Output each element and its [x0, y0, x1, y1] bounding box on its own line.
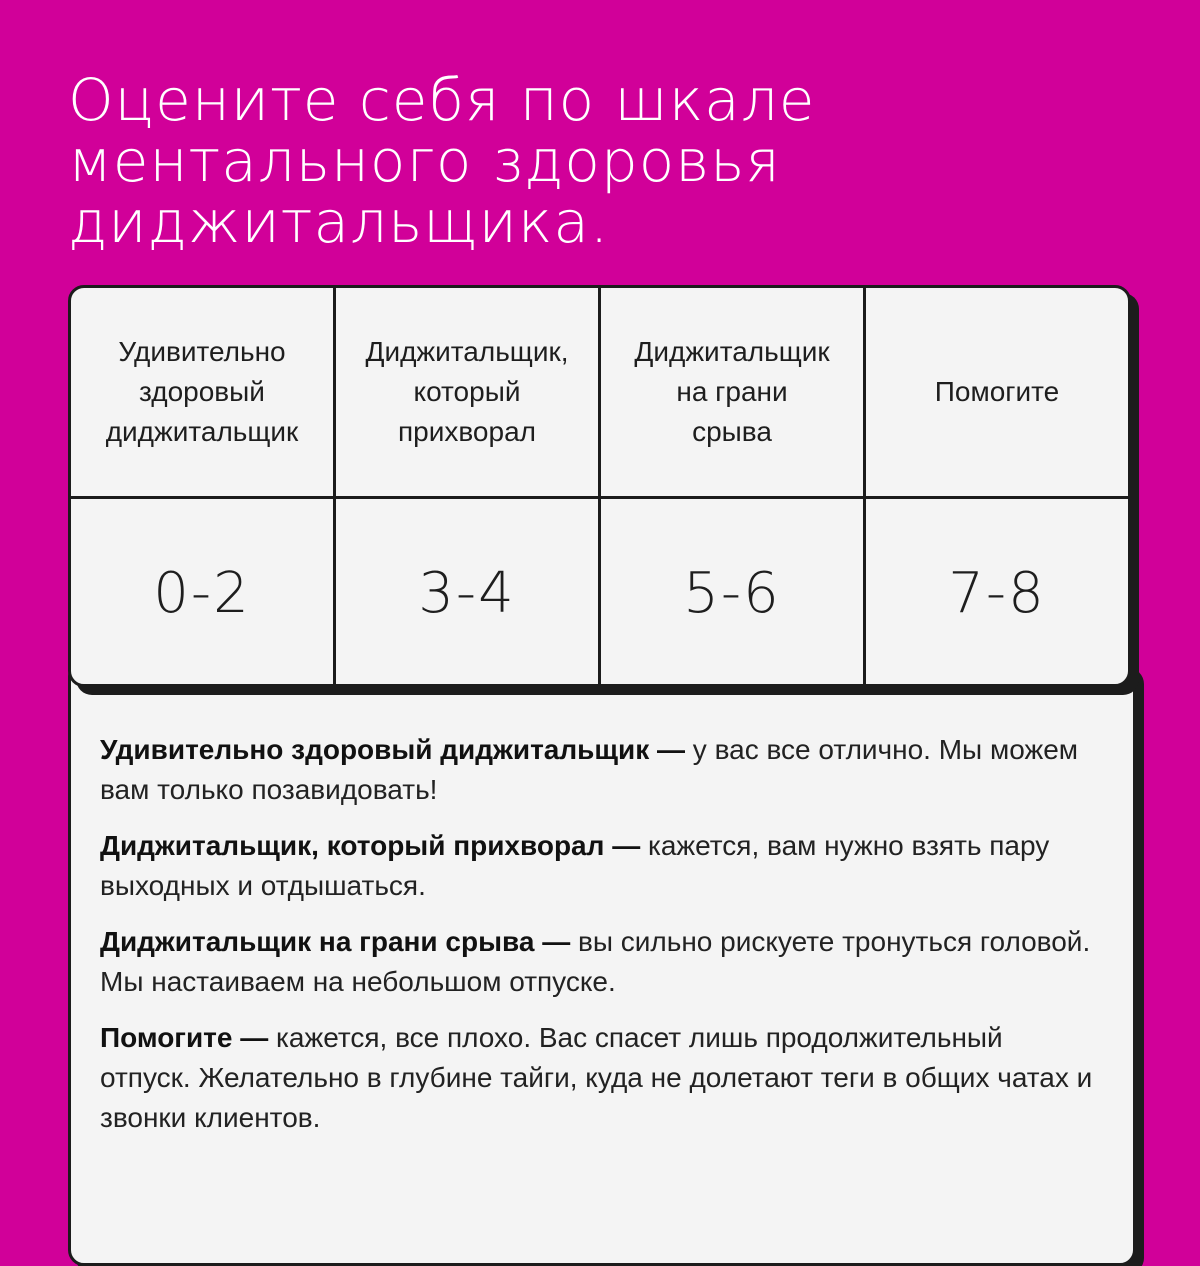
- score-cell: 3-4: [336, 499, 601, 687]
- header-line: на грани: [676, 376, 788, 407]
- title-line-2: ментального здоровья: [68, 127, 781, 195]
- header-line: здоровый: [139, 376, 265, 407]
- header-line: срыва: [692, 416, 772, 447]
- header-line: который: [413, 376, 521, 407]
- header-line: прихворал: [398, 416, 536, 447]
- header-line: Удивительно: [118, 336, 286, 367]
- score-table: [68, 285, 1131, 687]
- table-header-cell: [71, 288, 336, 496]
- description-text: вы сильно рискуете тронуться головой. Мы настаиваем на небольшом отпуске.: [100, 926, 1091, 997]
- header-line: Диджитальщик: [634, 336, 830, 367]
- score-cell: 7-8: [948, 560, 1046, 626]
- score-cell: 5-6: [601, 499, 866, 687]
- description-term: Помогите —: [100, 1022, 269, 1053]
- table-header-cell: [866, 288, 1128, 496]
- header-line: Помогите: [934, 376, 1060, 407]
- table-score-row: [71, 499, 1128, 687]
- description-term: Диджитальщик на грани срыва —: [100, 926, 571, 957]
- description-term: Удивительно здоровый диджитальщик —: [100, 734, 686, 765]
- title-line-3: диджитальщика.: [68, 188, 610, 256]
- description-text: кажется, вам нужно взять пару выходных и отдышаться.: [100, 830, 1050, 901]
- description-text: у вас все отлично. Мы можем вам только позавидовать!: [100, 734, 1079, 805]
- title-line-1: Оцените себя по шкале: [68, 66, 816, 134]
- table-header-cell: [601, 288, 866, 496]
- description-item: [100, 922, 1100, 1002]
- page-title: [68, 66, 1148, 256]
- description-item: [100, 826, 1100, 906]
- table-header-cell: [336, 288, 601, 496]
- description-list: [100, 730, 1100, 1154]
- description-text: кажется, все плохо. Вас спасет лишь продолжительный отпуск. Желательно в глубине тайги, куда не долетают теги в общих чатах и звонки клиентов.: [100, 1022, 1093, 1133]
- score-cell: 0-2: [71, 499, 336, 687]
- description-item: [100, 1018, 1100, 1138]
- description-term: Диджитальщик, который прихворал —: [100, 830, 641, 861]
- description-item: [100, 730, 1100, 810]
- header-line: диджитальщик: [105, 416, 299, 447]
- header-line: Диджитальщик,: [365, 336, 569, 367]
- table-header-row: [71, 288, 1128, 499]
